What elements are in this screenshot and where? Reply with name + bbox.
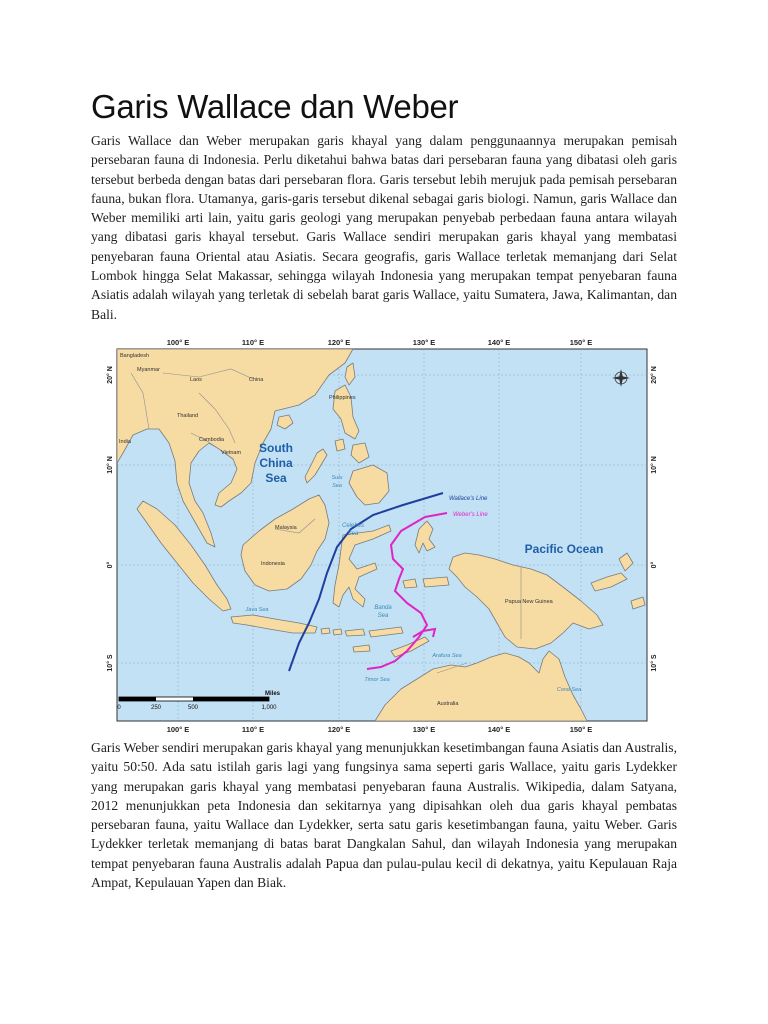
sulu-sea-label: Sulu: [331, 475, 343, 481]
lon-label-bottom: 130° E: [412, 725, 436, 734]
coral-sea-label: Coral Sea: [556, 687, 582, 693]
wallace-line-label: Wallace's Line: [449, 496, 488, 502]
lat-label-left: 0°: [107, 561, 114, 569]
south-china-sea-label: Sea: [265, 471, 287, 485]
mindoro-island: [335, 439, 345, 451]
lat-label-right: 0°: [651, 561, 658, 569]
country-label: Australia: [437, 701, 459, 707]
lon-label-bottom: 120° E: [327, 725, 351, 734]
scale-bar: [119, 697, 269, 701]
lon-label-bottom: 110° E: [241, 725, 265, 734]
country-label: Malaysia: [275, 525, 297, 531]
lon-label-bottom: 150° E: [569, 725, 593, 734]
lat-label-right: 10° S: [651, 654, 658, 672]
country-label: Cambodia: [199, 437, 225, 443]
weber-line-label: Weber's Line: [453, 512, 488, 518]
scale-tick-label: 0: [117, 705, 121, 711]
scale-tick-label: 1,000: [261, 705, 277, 711]
seram-island: [423, 577, 449, 587]
lombok-island: [333, 629, 342, 635]
lon-label-bottom: 140° E: [487, 725, 511, 734]
timor-sea-label: Timor Sea: [364, 677, 390, 683]
country-label: China: [249, 377, 264, 383]
country-label: Thailand: [177, 413, 199, 419]
paragraph-weber-line: Garis Weber sendiri merupakan garis khayal yang menunjukkan kesetimbangan fauna Asiatis dan Australis, yaitu 50:50. Ada satu istilah garis lagi yang fungsinya sama seperti garis Wallace, yaitu garis Lydekker yang merupakan garis khayal yang membatasi penyebaran fauna Australis. Wikipedia, dalam Satyana, 2012 menunjukkan peta Indonesia dan sekitarnya yang dipisahkan oleh dua garis khayal pembatas persebaran fauna, yaitu Wallace dan Lydekker, serta satu garis kesetimbangan fauna, yaitu Weber. Garis Lydekker terletak memanjang di batas barat Dangkalan Sahul, dan wilayah Indonesia yang merupakan tempat penyebaran fauna Australis adalah Papua dan pulau-pulau kecil di dekatnya, yaitu Kepulauan Raja Ampat, Kepulauan Yapen dan Biak.: [91, 740, 677, 891]
celebes-sea-label: Celebes: [341, 523, 365, 529]
lon-label-top: 110° E: [241, 338, 265, 347]
south-china-sea-label: China: [259, 456, 293, 470]
country-label: Indonesia: [261, 561, 285, 567]
arafura-sea-label: Arafura Sea: [432, 653, 462, 659]
country-label: Papua New Guinea: [505, 599, 553, 605]
lon-label-bottom: 100° E: [166, 725, 190, 734]
lat-label-left: 10° S: [107, 654, 114, 672]
celebes-sea-label: Sea: [347, 531, 359, 537]
map-svg: [103, 333, 665, 738]
country-label: Laos: [190, 377, 202, 383]
paragraph-wallace-line: Garis Wallace dan Weber merupakan garis khayal yang dalam penggunaannya merupakan pemisah persebaran fauna di Indonesia. Perlu diketahui bahwa batas dari persebaran fauna yang dibatasi oleh garis tersebut berbeda dengan batas dari persebaran flora. Garis tersebut lebih merujuk pada pemisah persebaran fauna, bukan flora. Utamanya, garis-garis tersebut dikenal sebagai garis biologi. Namun, garis Wallace dan Weber memiliki arti lain, yaitu garis geologi yang merupakan penyebab perbedaan fauna antara wilayah yang dibatasi garis khayal tersebut. Garis Wallace sendiri merupakan garis khayal yang membatasi penyebaran fauna Oriental atau Asiatis. Secara geografis, garis Wallace terletak memanjang dari Selat Lombok hingga Selat Makassar, sehingga wilayah Indonesia yang merupakan tempat penyebaran fauna Asiatis adalah wilayah yang terletak di sebelah barat garis Wallace, yaitu Sumatera, Jawa, Kalimantan, dan Bali.: [91, 133, 677, 322]
lon-label-top: 150° E: [569, 338, 593, 347]
south-china-sea-label: South: [259, 441, 293, 455]
lon-label-top: 100° E: [166, 338, 190, 347]
lat-label-right: 20° N: [651, 366, 658, 384]
country-label: Philippines: [329, 395, 356, 401]
country-label: Myanmar: [137, 367, 160, 373]
buru-island: [403, 579, 417, 588]
country-label: India: [119, 439, 131, 445]
page-title: Garis Wallace dan Weber: [91, 88, 459, 125]
lon-label-top: 130° E: [412, 338, 436, 347]
lat-label-left: 10° N: [107, 456, 114, 474]
country-label: Vietnam: [221, 450, 242, 456]
lat-label-right: 10° N: [651, 456, 658, 474]
scale-tick-label: 500: [187, 705, 199, 711]
scale-tick-label: 250: [150, 705, 162, 711]
sulu-sea-label: Sea: [332, 483, 342, 489]
banda-sea-label: Sea: [377, 613, 389, 619]
lat-label-left: 20° N: [107, 366, 114, 384]
scale-unit-label: Miles: [265, 691, 281, 697]
wallace-weber-map: [103, 333, 665, 738]
lon-label-top: 120° E: [327, 338, 351, 347]
java-sea-label: Java Sea: [245, 607, 269, 613]
bali-island: [321, 628, 330, 634]
lon-label-top: 140° E: [487, 338, 511, 347]
pacific-ocean-label: Pacific Ocean: [524, 542, 604, 556]
banda-sea-label: Banda: [374, 605, 392, 611]
country-label: Bangladesh: [120, 353, 150, 359]
